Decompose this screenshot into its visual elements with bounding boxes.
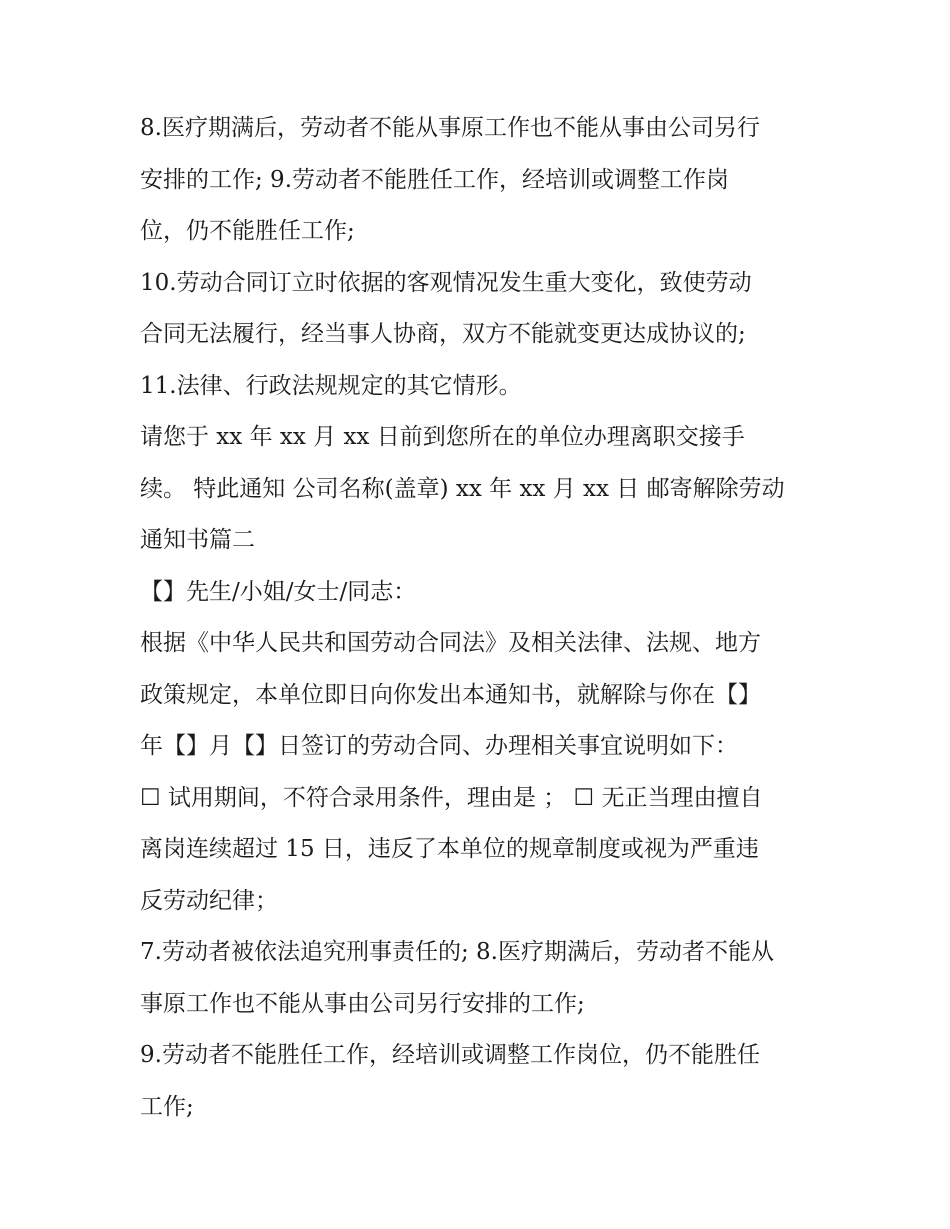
document-body	[140, 103, 820, 1133]
text-line: 安排的工作; 9.劳动者不能胜任工作，经培训或调整工作岗	[140, 166, 730, 193]
text-line: 根据《中华人民共和国劳动合同法》及相关法律、法规、地方	[140, 630, 761, 656]
text-line: 事原工作也不能从事由公司另行安排的工作;	[140, 990, 585, 1017]
text-line: 合同无法履行，经当事人协商，双方不能就变更达成协议的;	[140, 321, 746, 347]
text-line: 请您于 xx 年 xx 月 xx 日前到您所在的单位办理离职交接手	[140, 424, 745, 450]
text-line: 9.劳动者不能胜任工作，经培训或调整工作岗位，仍不能胜任	[140, 1042, 760, 1068]
text-line: ☐ 试用期间，不符合录用条件，理由是 ； ☐ 无正当理由擅自	[140, 784, 763, 811]
text-line: 续。 特此通知 公司名称(盖章) xx 年 xx 月 xx 日 邮寄解除劳动	[140, 475, 785, 502]
text-line: 10.劳动合同订立时依据的客观情况发生重大变化，致使劳动	[140, 269, 752, 296]
text-line: 11.法律、行政法规规定的其它情形。	[140, 372, 522, 399]
text-line: 反劳动纪律；	[140, 887, 278, 914]
text-line: 通知书篇二	[140, 527, 255, 553]
text-line: 政策规定，本单位即日向你发出本通知书，就解除与你在【】	[140, 681, 761, 708]
text-line: 【】先生/小姐/女士/同志：	[140, 578, 417, 605]
text-line: 8.医疗期满后，劳动者不能从事原工作也不能从事由公司另行	[140, 115, 760, 141]
text-line: 工作;	[140, 1093, 194, 1120]
text-line: 年【】月【】日签订的劳动合同、办理相关事宜说明如下：	[140, 733, 738, 759]
text-line: 离岗连续超过 15 日，违反了本单位的规章制度或视为严重违	[140, 836, 759, 862]
text-line: 7.劳动者被依法追究刑事责任的; 8.医疗期满后，劳动者不能从	[140, 939, 774, 965]
text-line: 位，仍不能胜任工作;	[140, 218, 355, 244]
